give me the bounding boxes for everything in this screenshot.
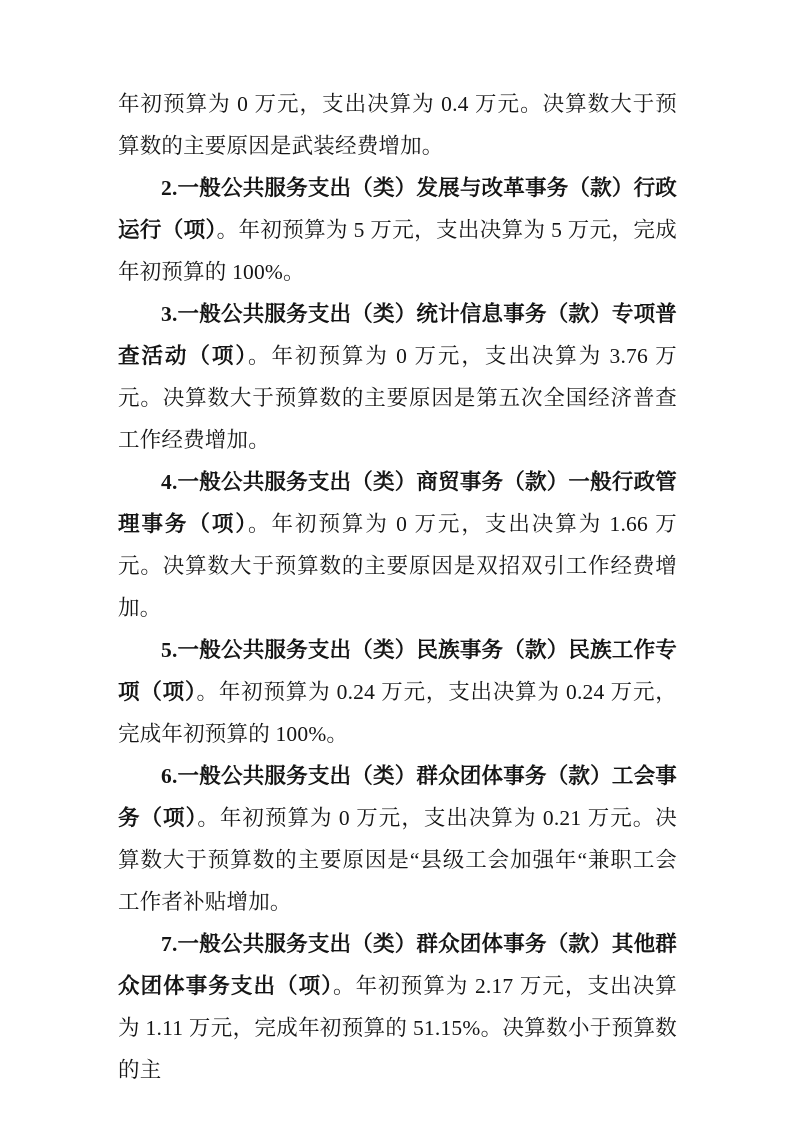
paragraph-text: 。年初预算为 2.17 万元，支出决算为 1.11 万元，完成年初预算的 51.15%。决算数小于预算数的主 (118, 974, 677, 1082)
paragraph-item-4 (118, 461, 677, 629)
paragraph-item-5 (118, 629, 677, 755)
paragraph-item-3 (118, 293, 677, 461)
paragraph-text: 。年初预算为 5 万元，支出决算为 5 万元，完成年初预算的 100%。 (118, 218, 677, 284)
paragraph-item-2 (118, 167, 677, 293)
item-heading: 3.一般公共服务支出（类）统计信息事务（款）专项普查活动（项） (118, 302, 677, 368)
paragraph-text: 。年初预算为 0 万元，支出决算为 3.76 万元。决算数大于预算数的主要原因是第五次全国经济普查工作经费增加。 (118, 344, 677, 452)
item-heading: 5.一般公共服务支出（类）民族事务（款）民族工作专项（项） (118, 638, 677, 704)
item-heading: 2.一般公共服务支出（类）发展与改革事务（款）行政运行（项） (118, 176, 677, 242)
paragraph-text: 。年初预算为 0 万元，支出决算为 1.66 万元。决算数大于预算数的主要原因是双招双引工作经费增加。 (118, 512, 677, 620)
paragraph-continuation (118, 83, 677, 167)
document-body-text (118, 83, 677, 1091)
item-heading: 4.一般公共服务支出（类）商贸事务（款）一般行政管理事务（项） (118, 470, 677, 536)
paragraph-item-7 (118, 923, 677, 1091)
item-heading: 6.一般公共服务支出（类）群众团体事务（款）工会事务（项） (118, 764, 677, 830)
paragraph-text: 年初预算为 0 万元，支出决算为 0.4 万元。决算数大于预算数的主要原因是武装经费增加。 (118, 92, 677, 158)
paragraph-item-6 (118, 755, 677, 923)
paragraph-text: 。年初预算为 0 万元，支出决算为 0.21 万元。决算数大于预算数的主要原因是“县级工会加强年“兼职工会工作者补贴增加。 (118, 806, 677, 914)
item-heading: 7.一般公共服务支出（类）群众团体事务（款）其他群众团体事务支出（项） (118, 932, 677, 998)
paragraph-text: 。年初预算为 0.24 万元，支出决算为 0.24 万元，完成年初预算的 100%。 (118, 680, 677, 746)
